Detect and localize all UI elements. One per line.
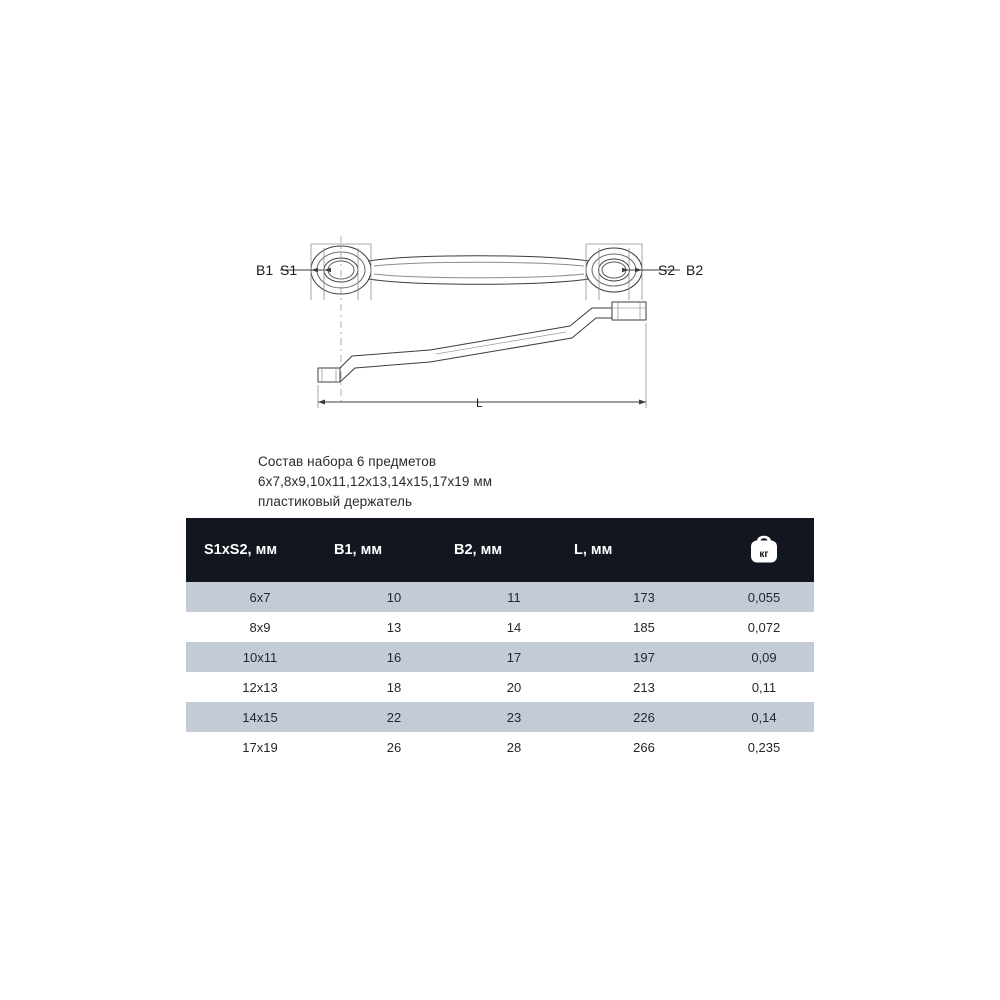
- cell-b2: 23: [454, 702, 574, 732]
- cell-s1xs2: 12x13: [186, 672, 334, 702]
- specification-table-wrapper: [186, 518, 814, 762]
- table-row: [186, 672, 814, 702]
- cell-l: 266: [574, 732, 714, 762]
- table-row: [186, 642, 814, 672]
- technical-drawing: [240, 230, 760, 430]
- specification-table: [186, 518, 814, 762]
- column-header-b2: B2, мм: [454, 518, 574, 582]
- column-header-b1: B1, мм: [334, 518, 454, 582]
- table-body: [186, 582, 814, 762]
- dim-label-b1: B1: [256, 262, 274, 278]
- table-row: [186, 582, 814, 612]
- column-header-s1xs2: S1xS2, мм: [186, 518, 334, 582]
- cell-l: 173: [574, 582, 714, 612]
- set-description: [258, 452, 492, 512]
- dim-label-s2: S2: [658, 262, 676, 278]
- set-description-line-2: 6x7,8x9,10x11,12x13,14x15,17x19 мм: [258, 474, 493, 489]
- cell-b1: 22: [334, 702, 454, 732]
- table-header-row: [186, 518, 814, 582]
- cell-s1xs2: 17x19: [186, 732, 334, 762]
- kettlebell-icon: [746, 528, 782, 568]
- dim-label-l: L: [476, 396, 483, 410]
- cell-weight: 0,072: [714, 612, 814, 642]
- table-header: [186, 518, 814, 582]
- dim-label-s1: S1: [280, 262, 298, 278]
- cell-b1: 26: [334, 732, 454, 762]
- column-header-weight: [714, 518, 814, 582]
- cell-b2: 28: [454, 732, 574, 762]
- set-description-line-1: Состав набора 6 предметов: [258, 454, 437, 469]
- cell-l: 185: [574, 612, 714, 642]
- cell-b2: 20: [454, 672, 574, 702]
- cell-l: 213: [574, 672, 714, 702]
- table-row: [186, 732, 814, 762]
- cell-s1xs2: 8x9: [186, 612, 334, 642]
- cell-b2: 11: [454, 582, 574, 612]
- cell-l: 226: [574, 702, 714, 732]
- cell-weight: 0,14: [714, 702, 814, 732]
- cell-b1: 13: [334, 612, 454, 642]
- cell-weight: 0,09: [714, 642, 814, 672]
- cell-s1xs2: 10x11: [186, 642, 334, 672]
- set-description-line-3: пластиковый держатель: [258, 494, 413, 509]
- cell-s1xs2: 14x15: [186, 702, 334, 732]
- cell-s1xs2: 6x7: [186, 582, 334, 612]
- dim-label-b2: B2: [686, 262, 704, 278]
- cell-b2: 17: [454, 642, 574, 672]
- cell-b1: 18: [334, 672, 454, 702]
- svg-text:кг: кг: [759, 549, 769, 560]
- cell-weight: 0,235: [714, 732, 814, 762]
- cell-b1: 10: [334, 582, 454, 612]
- column-header-l: L, мм: [574, 518, 714, 582]
- cell-weight: 0,055: [714, 582, 814, 612]
- cell-l: 197: [574, 642, 714, 672]
- cell-b1: 16: [334, 642, 454, 672]
- table-row: [186, 702, 814, 732]
- table-row: [186, 612, 814, 642]
- cell-weight: 0,11: [714, 672, 814, 702]
- cell-b2: 14: [454, 612, 574, 642]
